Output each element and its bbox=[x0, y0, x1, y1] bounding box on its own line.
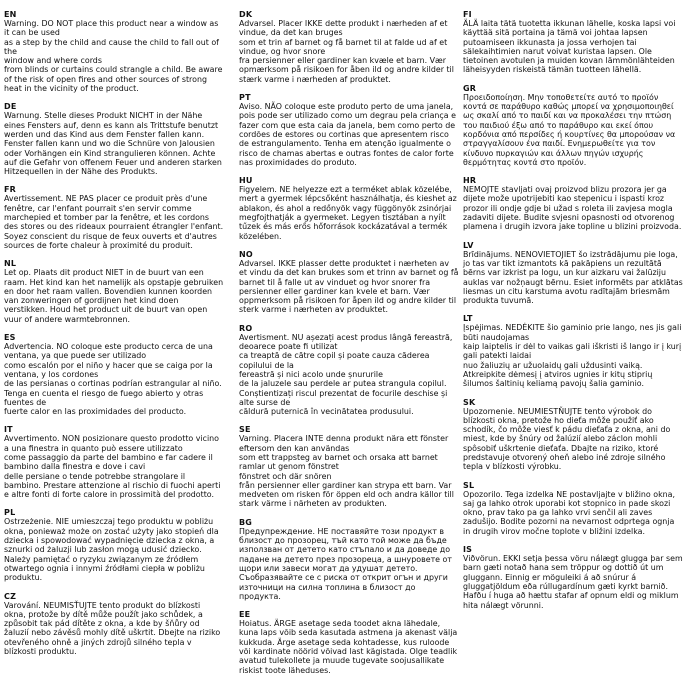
warning-text: Ostrzeżenie. NIE umieszczaj tego produktu w pobliżu okna, ponieważ może on zostać użyty jako stopień dla dziecka i spowodować wypadnięcie dziecka z okna, a sznurki od żaluzji lub zasłon mogą udusić dziecko. Należy pamiętać o ryzyku związanym ze źródłem otwartego ognia i innymi źródłami ciepła w pobliżu produktu. bbox=[4, 517, 219, 583]
language-code: IS bbox=[463, 545, 473, 555]
language-code: NL bbox=[4, 259, 17, 269]
warning-text: Viðvörun. EKKI setja þessa vöru nálægt glugga þar sem barn gæti notað hana sem tröppur og dottið út um gluggann. Einnig er möguleiki á að snúrur á gluggatjöldum eða rúllugardínum gæti kyrkt barnið. Hafðu í huga að hættu stafar af opnum eldi og miklum hita nálægt vörunni. bbox=[463, 554, 683, 610]
warning-text: Προειδοποίηση. Μην τοποθετείτε αυτό το προϊόν κοντά σε παράθυρο καθώς μπορεί να χρησιμοποιηθεί ως σκαλί από το παιδί και να προκαλέσει την πτώση του παιδιού έξω από το παράθυρο και εκεί όπου κορδόνια από περσίδες ή κουρτίνες θα μπορούσαν να στραγγαλίσουν ένα παιδί. Ενημερωθείτε για τον κίνδυνο πυρκαγιών και άλλων πηγών ισχυρής θερμότητας κοντά στο προϊόν. bbox=[463, 92, 676, 167]
language-code: PL bbox=[4, 508, 16, 518]
warning-section-fi bbox=[463, 10, 683, 75]
warning-section-nl bbox=[4, 259, 224, 324]
warnings-column-2 bbox=[239, 10, 459, 679]
warnings-column-3 bbox=[463, 10, 683, 614]
warning-text: Advarsel. IKKE plasser dette produktet i nærheten av et vindu da det kan brukes som et trinn av barnet og få barnet til å falle ut av vinduet og hvor snorer fra persienner eller gardiner kan kvele et barn. Vær oppmerksom på risikoen for åpen ild og andre kilder til sterk varme i nærheten av produktet. bbox=[239, 258, 459, 315]
warnings-column-1 bbox=[4, 10, 224, 660]
language-code: FI bbox=[463, 10, 472, 19]
warning-text: Warning. DO NOT place this product near a window as it can be used as a step by the child and cause the child to fall out of the window and where cords from blinds or curtains could strangle a child. Be aware of the risk of open fires and other sources of strong heat in the vicinity of the product. bbox=[4, 19, 223, 94]
language-code: PT bbox=[239, 93, 251, 103]
warning-section-pt bbox=[239, 93, 459, 167]
warning-section-sk bbox=[463, 398, 683, 472]
language-code: NO bbox=[239, 249, 253, 259]
warning-text: Advarsel. Placer IKKE dette produkt i nærheden af et vindue, da det kan bruges som et trin af barnet og få barnet til at falde ud af et vindue, og hvor snore fra persienner eller gardiner kan kvæle et barn. Vær opmærksom på risikoen for åben ild og andre kilder til stærk varme i nærheden af produktet. bbox=[239, 19, 454, 84]
warning-section-se bbox=[239, 425, 459, 508]
language-code: SL bbox=[463, 480, 475, 490]
warning-text: Figyelem. NE helyezze ezt a terméket ablak közelébe, mert a gyermek lépcsőként használhatja, és kieshet az ablakon, és ahol a redőnyök vagy függönyök zsinórjai megfojthatják a gyermeket. Legyen tisztában a nyílt tűzek és más erős hőforrások kockázatával a termék közelében. bbox=[239, 185, 457, 241]
warning-text: Įspėjimas. NEDĖKITE šio gaminio prie lango, nes jis gali būti naudojamas kaip laiptelis ir dėl to vaikas gali iškristi iš lango ir į kurį gali patekti laidai nuo žaliuzių ar užuolaidų gali uždusinti vaiką. Atkreipkite dėmesį į atviros ugnies ir kitų stiprių šilumos šaltinių keliamą pavojų šalia gaminio. bbox=[463, 323, 682, 389]
language-code: ES bbox=[4, 333, 16, 343]
warning-text: Hoiatus. ÄRGE asetage seda toodet akna lähedale, kuna laps võib seda kasutada astmena ja akenast välja kukkuda. Ärge asetage seda kohtadesse, kus ruloode või kardinate nöörid võivad last kägistada. Olge teadlik avatud tulekollete ja muude tugevate soojusallikate riskist toote läheduses. bbox=[239, 619, 458, 675]
warning-text: Let op. Plaats dit product NIET in de buurt van een raam. Het kind kan het namelijk als opstapje gebruiken en door het raam vallen. Bovendien kunnen koorden van zonweringen of gordijnen het kind doen verstikken. Houd het product uit de buurt van open vuur of andere warmtebronnen. bbox=[4, 268, 224, 324]
language-code: DE bbox=[4, 102, 17, 112]
warning-text: Avertissement. NE PAS placer ce produit près d'une fenêtre, car l'enfant pourrait s'en servir comme marchepied et tomber par la fenêtre, et les cordons des stores ou des rideaux pourraient étrangler l'enfant. Soyez conscient du risque de feux ouverts et d'autres sources de forte chaleur à proximité du produit. bbox=[4, 194, 224, 250]
warning-text: Upozornenie. NEUMIESTŇUJTE tento výrobok do blízkosti okna, pretože ho dieťa môže použiť ako schodík, čo môže viesť k pádu dieťaťa z okna, ani do miest, kde by šnúry od žalúzií alebo záclon mohli spôsobiť uškrtenie dieťaťa. Dbajte na riziko, ktoré predstavuje otvorený oheň alebo iné zdroje silného tepla v blízkosti výrobku. bbox=[463, 406, 671, 472]
language-code: SK bbox=[463, 397, 476, 407]
language-code: LV bbox=[463, 240, 474, 250]
warning-section-hr bbox=[463, 176, 683, 231]
warning-text: Advertencia. NO coloque este producto cerca de una ventana, ya que puede ser utilizado como escalón por el niño y hacer que se caiga por la ventana, y los cordones de las persianas o cortinas podrían estrangular al niño. Tenga en cuenta el riesgo de fuego abierto y otras fuentes de fuerte calor en las proximidades del producto. bbox=[4, 342, 222, 417]
warning-text: Opozorilo. Tega izdelka NE postavljajte v bližino okna, saj ga lahko otrok uporabi kot stopnico in pade skozi okno, prav tako pa ga lahko vrvi senčil ali zaves zadušijo. Bodite pozorni na nevarnost odprtega ognja in drugih virov močne toplote v bližini izdelka. bbox=[463, 489, 675, 536]
warning-section-pl bbox=[4, 508, 224, 582]
language-code: CZ bbox=[4, 591, 17, 601]
warning-section-no bbox=[239, 250, 459, 315]
warning-text: Varování. NEUMISŤUJTE tento produkt do blízkosti okna, protože by dítě může použít jako schůdek, a způsobit tak pád dítěte z okna, a kde by šňůry od žaluzií nebo závěsů mohly dítě uškrtit. Dbejte na riziko otevřeného ohně a jiných zdrojů silného tepla v blízkosti produktu. bbox=[4, 600, 221, 657]
warning-section-bg bbox=[239, 518, 459, 601]
language-code: IT bbox=[4, 425, 13, 435]
warning-section-ro bbox=[239, 324, 459, 417]
warning-text: Brīdinājums. NENOVIETOJIET šo izstrādājumu pie loga, jo tas var tikt izmantots kā pakāpiens un rezultātā bērns var izkrist pa logu, un kur aizkaru vai žalūziju auklas var nožņaugt bērnu. Esiet informēts par atklātas liesmas un citu karstuma avotu radītajām briesmām produkta tuvumā. bbox=[463, 249, 683, 306]
warning-text: Aviso. NÃO coloque este produto perto de uma janela, pois pode ser utilizado como um degrau pela criança e fazer com que esta caia da janela, bem como perto de cordões de estores ou cortinas que apresentem risco de estrangulamento. Tenha em atenção igualmente o risco de chamas abertas e outras fontes de calor forte nas proximidades do produto. bbox=[239, 102, 456, 167]
warning-text: ÄLÄ laita tätä tuotetta ikkunan lähelle, koska lapsi voi käyttää sitä portaina ja tämä voi johtaa lapsen putoamiseen ikkunasta ja jossa verhojen tai sälekaihtimien narut voivat kuristaa lapsen. Ole tietoinen avotulen ja muiden kovan lämmönlähteiden läheisyyden riskeistä tämän tuotteen lähellä. bbox=[463, 19, 676, 75]
language-code: HR bbox=[463, 176, 477, 186]
language-code: EE bbox=[239, 610, 251, 620]
warning-section-en bbox=[4, 10, 224, 93]
warning-section-it bbox=[4, 425, 224, 499]
language-code: DK bbox=[239, 10, 253, 19]
language-code: BG bbox=[239, 517, 253, 527]
warning-text: Warnung. Stelle dieses Produkt NICHT in der Nähe eines Fensters auf, denn es kann als Trittstufe benutzt werden und das Kind aus dem Fenster fallen kann. Fenster fallen kann und wo die Schnüre von Jalousien oder Vorhängen ein Kind strangulieren können. Achte auf die Gefahr von offenem Feuer und anderen starken Hitzequellen in der Nähe des Produkts. bbox=[4, 111, 222, 177]
warning-text: Предупреждение. НЕ поставяйте този продукт в близост до прозорец, тъй като той може да бъде използван от детето като стъпало и да доведе до падане на детето през прозореца, а шнуровете от щори или завеси могат да удушат детето. Съобразявайте се с риска от открит огън и други източници на силна топлина в близост до продукта. bbox=[239, 526, 452, 601]
language-code: RO bbox=[239, 323, 253, 333]
warning-section-fr bbox=[4, 185, 224, 250]
warning-section-hu bbox=[239, 176, 459, 241]
language-code: EN bbox=[4, 10, 17, 19]
warning-text: Avertisment. NU așezați acest produs lângă fereastră, deoarece poate fi utilizat ca treaptă de către copil și poate cauza căderea copilului de la fereastră și nici acolo unde șnururile de la jaluzele sau perdele ar putea strangula copilul. Conștientizați riscul prezentat de focurile deschise și alte surse de căldură puternică în vecinătatea produsului. bbox=[239, 332, 453, 417]
warning-section-sl bbox=[463, 481, 683, 536]
language-code: HU bbox=[239, 176, 253, 186]
warning-section-is bbox=[463, 545, 683, 610]
warning-text: NEMOJTE stavljati ovaj proizvod blizu prozora jer ga dijete može upotrijebiti kao stepenicu i ispasti kroz prozor ili ondje gdje bi užad s roleta ili zavjesa mogla zadaviti dijete. Budite svjesni opasnosti od otvorenog plamena i drugih izvora jake topline u blizini proizvoda. bbox=[463, 185, 682, 232]
language-code: FR bbox=[4, 185, 17, 195]
language-code: GR bbox=[463, 83, 477, 93]
language-code: SE bbox=[239, 425, 251, 435]
warning-text: Varning. Placera INTE denna produkt nära ett fönster eftersom den kan användas som ett trappsteg av barnet och orsaka att barnet ramlar ut genom fönstret fönstret och där snören från persienner eller gardiner kan strypa ett barn. Var medveten om risken för öppen eld och andra källor till stark värme i närheten av produkten. bbox=[239, 434, 454, 509]
warning-section-de bbox=[4, 102, 224, 176]
warning-text: Avvertimento. NON posizionare questo prodotto vicino a una finestra in quanto può essere utilizzato come passaggio da parte del bambino e far cadere il bambino dalla finestra e dove i cavi delle persiane o tende potrebbe strangolare il bambino. Prestare attenzione al rischio di fuochi aperti e altre fonti di forte calore in prossimità del prodotto. bbox=[4, 434, 221, 500]
warning-section-dk bbox=[239, 10, 459, 84]
warning-section-cz bbox=[4, 592, 224, 657]
warning-section-gr bbox=[463, 84, 683, 167]
warning-section-lv bbox=[463, 241, 683, 306]
warning-section-lt bbox=[463, 314, 683, 388]
warning-section-ee bbox=[239, 610, 459, 675]
warning-section-es bbox=[4, 333, 224, 416]
language-code: LT bbox=[463, 314, 473, 324]
